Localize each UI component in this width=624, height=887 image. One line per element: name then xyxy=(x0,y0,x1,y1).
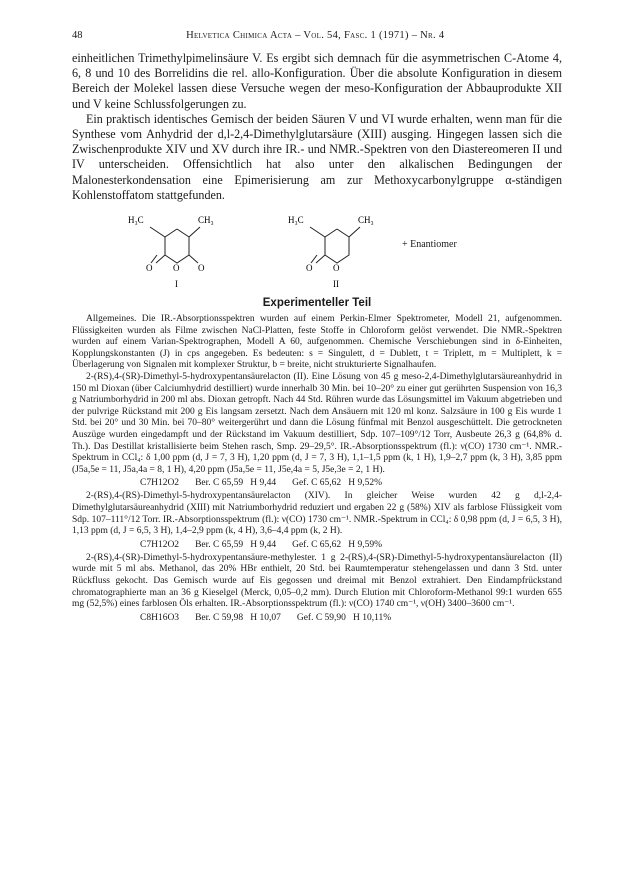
lactone-ring-II-drawing xyxy=(282,207,392,291)
lactone-XIV-paragraph: 2-(RS),4-(RS)-Dimethyl-5-hydroxypentansäurelacton (XIV). In gleicher Weise wurden 42 g d,l-2,4-Dimethylglutarsäureanhydrid (XIII) mit Natriumborhydrid reduziert und ergaben 22 g (58%) XIV als farblose Flüssigkeit vom Sdp. 107–111°/12 Torr. IR.-Absorptionsspektrum (fl.): ν(CO) 1730 cm⁻¹. NMR.-Spektrum in CCl₄: δ 0,98 ppm (d, J = 6,5, 3 H), 1,13 ppm (d, J = 6,5, 3 H), 1,4–2,9 ppm (k, 4 H), 3,6–4,4 ppm (k, 2 H). xyxy=(72,491,562,537)
calculated: Ber. C 65,59 H 9,44 xyxy=(195,539,277,550)
formula: C7H12O2 xyxy=(140,539,180,550)
structure-II xyxy=(282,207,392,291)
structure-label-I: I xyxy=(175,279,178,290)
intro-paragraph-2: Ein praktisch identisches Gemisch der beiden Säuren V und VI wurde erhalten, wenn man für die Synthese vom Anhydrid der d,l-2,4-Dimethylglutarsäure (XIII) ausging. Hingegen lassen sich die Zwischenprodukte XIV und XV durch ihre IR.- und NMR.-Spektren von den Diastereomeren II und IV unterscheiden. Offensichtlich hat also unter den alkalischen Bedingungen der Malonesterkondensation eine Epimerisierung am zur Methoxycarbonylgruppe α-ständigen Kohlenstoffatom stattgefunden. xyxy=(72,111,562,202)
calculated: Ber. C 65,59 H 9,44 xyxy=(195,478,277,489)
calculated: Ber. C 59,98 H 10,07 xyxy=(195,612,281,623)
analysis-XIV xyxy=(72,539,562,551)
methyl-left-label: H₃C xyxy=(288,215,304,226)
structure-scheme xyxy=(72,207,562,291)
analysis-ester xyxy=(72,612,562,624)
ring-oxygen: O xyxy=(173,263,180,274)
analysis-II xyxy=(72,477,562,489)
oxygen-label: O xyxy=(198,263,205,274)
enantiomer-note: + Enantiomer xyxy=(402,239,457,251)
formula: C7H12O2 xyxy=(140,478,180,489)
intro-paragraph-1: einheitlichen Trimethylpimelinsäure V. Es ergibt sich demnach für die asymmetrischen C-Atome 4, 6, 8 und 10 des Borrelidins die rel. allo-Konfiguration. Über die absolute Konfiguration in diesem Bereich der Molekel lassen diese Versuche wegen der meso-Konfiguration der Abbauprodukte XII und V keine Schlussfolgerungen zu. xyxy=(72,51,562,111)
lactone-II-paragraph: 2-(RS),4-(SR)-Dimethyl-5-hydroxypentansäurelacton (II). Eine Lösung von 45 g meso-2,4-Dimethylglutarsäureanhydrid in 150 ml Dioxan (über Calciumhydrid destilliert) wurde innerhalb 30 Min. bei 10–20° zu einer gut gerührten Suspension von 16,3 g Natriumborhydrid in 200 ml abs. Dioxan getropft. Nach 44 Std. Rühren wurde das Lösungsmittel im Vakuum abgetrieben und der pulvrige Rückstand mit 200 g Eis langsam zersetzt. Nach dem Ansäuern mit 120 ml konz. Salzsäure in 100 g Eis wurde 1 Std. bei 20° und 30 Min. bei 70–80° weitergerührt und dann die Lösung fünfmal mit Benzol ausgeschüttelt. Die getrockneten Auszüge wurden eingedampft und der Rückstand im Vakuum destilliert, Sdp. 107–109°/12 Torr, Ausbeute 26,3 g (64,8% d. Th.). Das Destillat kristallisierte beim Stehen rasch, Smp. 29–29,5°. IR.-Absorptionsspektrum (fl.): ν(CO) 1730 cm⁻¹. NMR.-Spektrum in CCl₄: δ 1,00 ppm (d, J = 7, 3 H), 1,20 ppm (d, J = 7, 3 H), 1,1–1,5 ppm (k, 1 H), 1,9–2,7 ppm (k, 3 H), 3,85 ppm (J5a,5e = 11, J5a,4a = 8, 1 H), 4,20 ppm (J5a,5e = 11, J5e,4a = 5, J5e,3e = 2, 1 H). xyxy=(72,372,562,475)
ring-oxygen: O xyxy=(333,263,340,274)
methyl-right-label: CH₃ xyxy=(358,215,374,226)
section-heading: Experimenteller Teil xyxy=(262,297,372,310)
lactone-ring-I-drawing xyxy=(122,207,232,291)
formula: C8H16O3 xyxy=(140,612,180,623)
methyl-ester-paragraph: 2-(RS),4-(SR)-Dimethyl-5-hydroxypentansäure-methylester. 1 g 2-(RS),4-(SR)-Dimethyl-5-hydroxypentansäurelacton (II) wurde mit 5 ml abs. Methanol, das 20% HBr enthielt, 20 Std. bei Raumtemperatur stehengelassen und dann 3 Std. unter Rückfluss gekocht. Das Gemisch wurde auf Eis gegossen und dreimal mit Benzol extrahiert. Den Eindampfrückstand chromatographierte man an 36 g Kieselgel (Merck, 0,05–0,2 mm). Durch Elution mit Chloroform-Methanol 99:1 wurden 655 mg (52,5%) eines farblosen Öls erhalten. IR.-Absorptionsspektrum (fl.): ν(CO) 1740 cm⁻¹, ν(OH) 3400–3600 cm⁻¹. xyxy=(72,552,562,610)
page-number: 48 xyxy=(72,30,83,41)
found: Gef. C 65,62 H 9,52% xyxy=(292,478,383,489)
journal-title: Helvetica Chimica Acta – Vol. 54, Fasc. 1 (1971) – Nr. 4 xyxy=(186,30,445,41)
carbonyl-oxygen: O xyxy=(146,263,153,274)
structure-label-II: II xyxy=(333,279,339,290)
found: Gef. C 59,90 H 10,11% xyxy=(296,612,392,623)
structure-I xyxy=(122,207,232,291)
methyl-right-label: CH₃ xyxy=(198,215,214,226)
general-methods-paragraph: Allgemeines. Die IR.-Absorptionsspektren wurden auf einem Perkin-Elmer Spektrometer, Modell 21, aufgenommen. Flüssigkeiten wurden als Filme zwischen NaCl-Platten, feste Stoffe in Chloroform gelöst verwendet. Die NMR.-Spektren wurden auf einem Varian-Spektrographen, Modell A 60, aufgenommen. Chemische Verschiebungen sind in δ-Einheiten, Kopplungskonstanten (J) in cps angegeben. Es bedeuten: s = Singulett, d = Dublett, t = Triplett, m = Multiplett, k = Überlagerung von Signalen mit komplexer Struktur, b = breite, nicht strukturierte Signalhaufen. xyxy=(72,314,562,371)
methyl-left-label: H₃C xyxy=(128,215,144,226)
running-header xyxy=(72,30,562,41)
found: Gef. C 65,62 H 9,59% xyxy=(292,539,383,550)
carbonyl-oxygen: O xyxy=(306,263,313,274)
journal-page xyxy=(72,30,562,626)
